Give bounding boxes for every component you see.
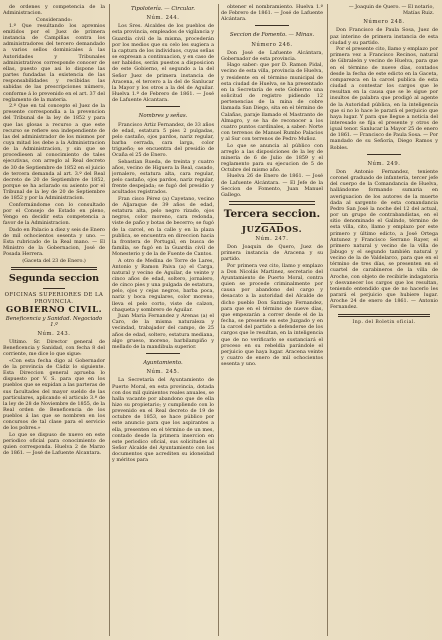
double-rule bbox=[229, 201, 315, 205]
double-rule bbox=[338, 314, 430, 318]
fomento-text bbox=[221, 50, 323, 198]
intro-text bbox=[3, 4, 105, 257]
section-title: Segunda seccion bbox=[8, 273, 100, 285]
notice-248-text bbox=[330, 27, 438, 150]
paragraph: Hago saber: que por D. Ramon Pidal, vecino de esta villa, provincia de Huelva, y residente en el término municipal de esta ciudad de Huelva, se ha presentado en la Secretaría de este Gobierno una solicitud de registro pidiendo 12 pertenencias de la mina de cobre llamada San Diego, sita en el término de Calañas, paraje llamado el Mastranto de Almagro, y se ha de reconocer a los cuatro puntos cardinales, a saber: Norte con terrenos de Manuel Rumbo Palacios y al Sur con terrenos de Pedro Muñoz. bbox=[221, 62, 323, 143]
paragraph: Ultimo. Sr. Director general de Beneficencia y Sanidad, con fecha 8 del corriente, me dice lo que sigue: bbox=[3, 339, 105, 358]
paragraph: Por primera vez cito, llamo y emplazo a Don Nicolás Martinez, secretario del Ayuntamiento de Puerto Moral, contra quien se procede criminalmente por causa por abandono del cargo y desacato a la autoridad del Alcalde de dicho pueblo Don Santiago Fernandez, para que en el término de nueve días, que empezarán a correr desde el de la fecha, se presente en este Juzgado y en la carcel del partido a defenderse de los cargos que le resultan, en la inteligencia que de no verificarlo se sustanciará el proceso en su rebeldía parándole el perjuicio que haya lugar. Aracena veinte y cuatro de enero de mil ochocientos sesenta y uno. bbox=[221, 262, 323, 368]
ornament-rule bbox=[367, 154, 401, 158]
names-text bbox=[112, 122, 214, 351]
paragraph: Juan Maria Fernandez y Arenas (a) el Caro, de la misma naturaleza y vecindad, trabajador del campo, de 25 años de edad, soltero, estatura mediana, algo grueso, moreno, barbilampiño y mellado de la mandibula superior. bbox=[112, 313, 214, 350]
paragraph: Don Antonio Fernandez, teniente coronel graduado de infantería, tercer jefe del cuerpo de la Comandancia de Huelva, hallándome formando sumaria en averiguacion de los autores de la muerte dada al sargento de esta comandancia Pedro San José la noche del 12 del actual, por un grupo de contrabandistas, en el sitio denominado el Galindo, término de esta villa, cito, llamo y emplazo por este primero y último edicto, a José Ortega Antunez y Francisco Serrano Rayer, el primero natural y vecino de la villa de Jabugo y el segundo también natural y vecino de la de Valdelarco, para que en el término de tres días, se presenten en el cuartel de carabineros de la villa de Aroche, con objeto de recibirle indagatoria y desvanecer los cargos que los resultan, teniendo entendido que de no hacerlo les parará el perjuicio que hubiere lugar. Aroche 24 de enero de 1861. — Antonio Fernandez. bbox=[330, 168, 438, 311]
column-rule bbox=[327, 4, 328, 636]
names-header: Nombres y señas. bbox=[138, 113, 188, 120]
header-italic: Tipolotería. — Circular. bbox=[131, 6, 195, 12]
order-text bbox=[3, 339, 105, 456]
paragraph: Por el presente cito, llamo y emplazo por primera vez a Francisco Recinos, natural de Gibraleón y vecino de Huelva, para que en el término de nueve días, contados desde la fecha de este edicto en la Gaceta, comparezca en la carcel publica de esta ciudad a contestar los cargos que le resultan en la causa que se le sigue por insultos de palabra que prodigó al agente de la Autoridad pública, en la inteligencia que si no lo hace le parará el perjuicio que haya lugar. Y para que llegue a noticia del interesado se fija el presente y otros de igual tenor. Sanlucar la Mayor 25 de enero de 1861. — Francisco de Paula Sosa. — Por mandado de su Señoría, Diego Ramos y Robles. bbox=[330, 46, 438, 151]
paragraph: de ordenes y competencia de la Administracion. bbox=[3, 4, 105, 17]
column-rule bbox=[218, 4, 219, 636]
paragraph: 2.º Que en tal concepto el Juez de la presente correspondia a la prevencion del Tribunal de la ley de 1852 y para que las glosas a recurso a que este recurso se refiere sea independiente de las del administrador de los mismos por cuya mitad los debe a la Administracion de la Administracion, y sin que se procediesen al conocimiento de tales ejecutivas, con arreglo al Real decreto de 30 de Septiembre de 1852 en el juicio de tercera demanda al art. 3.º del Real decreto de 20 de Septiembre de 1852, porque se ha aclarado su asiento por el Tribunal de la ley de 20 de Septiembre de 1852 y por la Administracion. bbox=[3, 103, 105, 202]
office-title: GOBIERNO CIVIL. bbox=[5, 305, 103, 316]
signature-line: — Joaquin de Quero. — El notario, Matías Ruiz. bbox=[348, 4, 434, 17]
section-subtitle: OFICINAS SUPERIORES DE LA PROVINCIA. bbox=[4, 292, 104, 305]
notice-number: Núm. 249. bbox=[367, 160, 401, 167]
short-rule bbox=[43, 288, 65, 289]
ornament-rule bbox=[146, 106, 180, 110]
column-rule bbox=[109, 4, 110, 636]
paragraph: Considerando: bbox=[35, 16, 73, 23]
paragraph: 1.º Que resultando los apremios emitidos por el Juez de primera instancia de Campiñas contra los administradores del tercero demandado a varios sellos dominicales á las Autoridades y Tribunales administrativos corresponde conocer de ellas, puesto que asi lo dispone las partes fundadas la existencia de las responsabilidades y recibidas las sabidas de las prescripciones número, conforme á lo prevenido en el art. 37 del reglamento de la materia. bbox=[3, 22, 105, 103]
paragraph: obtener el nombramiento. Huelva 1.º de Febrero de 1861. — José de Lafuente Alcántara. bbox=[221, 4, 323, 23]
paragraph: A otro de Medina de Torre de Lares, Antonio y Ramon Paiva (a) el Carga, natural y vecino de Aguilar, de veinte y cinco años de edad, soltero, jornalero, de cinco pies y una pulgada de estatura, pelo, ojos y cejas negros, barba poca, nariz y boca regulares, color moreno, lleva el pelo corto, viste de calzon, chaqueta y sombrero de Aguilar. bbox=[112, 257, 214, 313]
column-2 bbox=[112, 4, 214, 636]
paragraph: «Con esta fecha digo al Gobernador de la provincia de Cádiz lo siguiente. Esta Direccion general aprueba lo dispuesto por V. S. para que en los pueblos que se expidan a las parteras de sus facultades del mayor sueldo de las particulares, aplicando el articulo 3.º de la ley de 28 de Noviembre de 1855, de la Real orden de Beneficencia de los pueblos á las que se nombren en los concursos de tal clase para el servicio de los pobres.» bbox=[3, 357, 105, 432]
paragraph: Lo que se dispuso de nuevo en este periodico oficial para conocimiento de quien corresponda. Huelva 2 de Marzo de 1861. — José de Lafuente Alcantara. bbox=[3, 431, 105, 457]
paragraph: Francisco Artiz Fernandez, de 33 años de edad, estatura 5 pies 2 pulgadas, pelo castaño, ojos pardos, nariz regular, barba cerrada, cara larga, color trigueño; se encuentra del presidio de Ocaña el 25 de Enero. bbox=[112, 121, 214, 159]
column-3 bbox=[221, 4, 323, 636]
order-number: Núm. 243. bbox=[37, 330, 71, 337]
gazette-reference: (Gaceta del 23 de Enero.) bbox=[22, 257, 86, 264]
column-4 bbox=[330, 4, 438, 636]
notice-number: Núm. 245. bbox=[146, 369, 180, 376]
courts-title: JUZGADOS. bbox=[241, 224, 303, 235]
office-department: Beneficencia y Sanidad. Negociado 1.º bbox=[5, 315, 103, 328]
fomento-header: Seccion de Fomento. — Minas. bbox=[229, 32, 315, 39]
notice-number: Número 246. bbox=[251, 41, 293, 48]
ornament-rule bbox=[255, 25, 289, 29]
column-1 bbox=[3, 4, 105, 636]
paragraph: Sebastian Rueda, de treinta y cuatro años, vecino de Higuera la Real, casado, jornalero, estatura alta, cara regular, pelo castaño, ojos pardos, nariz regular, frente despejada; se fugó del presidio y acultados registrados. bbox=[112, 158, 214, 196]
ayuntamiento-header: Ayuntamiento. bbox=[143, 360, 183, 367]
notice-number: Núm. 247. bbox=[255, 235, 289, 242]
notice-249-text bbox=[330, 169, 438, 311]
paragraph: Don Francisco de Paula Sosa, Juez de paz interino de primera instancia de esta ciudad y su partido. bbox=[330, 27, 438, 46]
paragraph: Lo que se anuncia al público con arreglo a las disposiciones de la ley de minería de 6 de Julio de 1859 y el reglamento para su ejecucion de 5 de Octubre del mismo año. bbox=[221, 142, 323, 174]
short-rule bbox=[261, 223, 283, 224]
notice-number: Núm. 244. bbox=[146, 15, 180, 22]
double-rule bbox=[11, 267, 97, 271]
paragraph: Huelva 26 de Enero de 1861. — José de Lafuente Alcántara. — El Jefe de la Seccion de Fomento, Juan Manuel Gallego. bbox=[221, 173, 323, 198]
paragraph: Don Joaquin de Quero, Juez de primera instancia de Aracena y su partido. bbox=[221, 244, 323, 263]
paragraph: Fran cisco Pérez (a) Cayetano, vecino de Aljaraque de 39 años de edad, estatura alta, pelo negro rizado, ojos negros, color moreno, cara redonda, viste de paño y botas de becerro; se fugó de la carcel, en la calle y en la plaza publica, se encuentra en direccion hacia la frontera de Portugal, en busca de familia, se fugó en la Guardia civil de Monesterio y de la de Fuente de Cantos. bbox=[112, 195, 214, 258]
notice-number: Número 248. bbox=[363, 19, 405, 26]
section-title: Tercera seccion. bbox=[223, 207, 321, 220]
paragraph: La Secretaría del Ayuntamiento de Puerto Moral, en esta provincia, dotada con dos mil quinientos reales anuales, se halla vacante por abandono que de ella hizo su propietario; y cumpliendo con lo prevenido en el Real decreto de 19 de octubre de 1853, se hace público por este anuncio para que los aspirantes a ella, presenten en el término de un mes, contado desde la primera insercion en este periodico oficial, sus solicitudes al Señor Alcalde del Ayuntamiento con los documentos que acrediten su idoneidad y méritos para bbox=[112, 377, 214, 464]
printer-footer: Inp. del Boletin oficial. bbox=[352, 320, 416, 326]
paragraph: Conformándome con lo consultado por el Consejo de Estado en pleno, Vengo en decidir esta competencia a favor de la Administracion. bbox=[3, 201, 105, 227]
paragraph: Dado en Palacio a diez y seis de Enero de mil ochocientos sesenta y uno. — Esta rubricado de la Real mano. — El Ministro de la Gobernacion, José de Posada Herrera. bbox=[3, 226, 105, 258]
ornament-rule bbox=[146, 353, 180, 357]
paragraph: Los Sres. Alcaldes de los pueblos de esta provincia, empleados de vigilancia y Guardia civil de la misma, procederán por los medios que su celo les sugiera a la captura de los individuos, cuyas señas se expresan a continuacion, y en caso de ser habidos, serán puestos a disposicion de este Gobierno, el segundo a la del Señor Juez de primera instancia de Aracena, el tercero a la del de Sanlucar la Mayor y los otros a la del de Aguilar. Huelva 1.º de Febrero de 1861. — José de Lafuente Alcantara. bbox=[112, 23, 214, 104]
paragraph: Don José de Lafuente Alcántara, Gobernador de esta provincia. bbox=[221, 49, 323, 62]
courts-text bbox=[221, 244, 323, 367]
